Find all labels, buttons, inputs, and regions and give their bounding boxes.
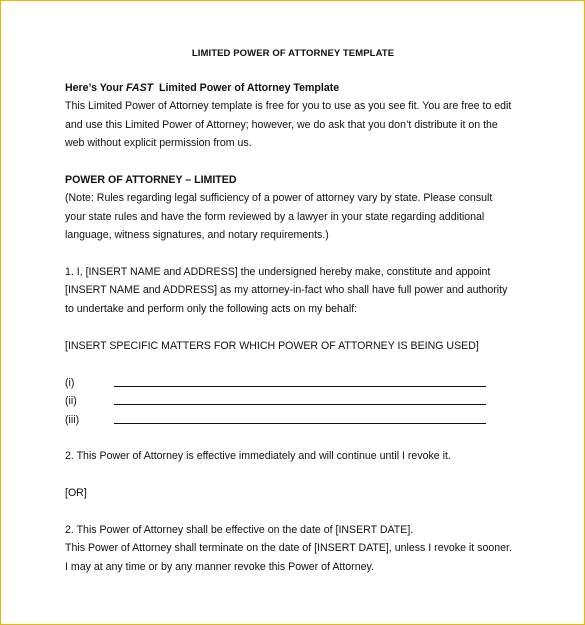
intro-heading <box>65 79 545 97</box>
clause-2b-line: This Power of Attorney shall terminate on the date of [INSERT DATE], unless I revoke it sooner. <box>65 542 512 555</box>
or-separator <box>65 484 545 502</box>
intro-heading-emphasis: FAST <box>126 82 154 94</box>
intro-line: This Limited Power of Attorney template is free for you to use as you see fit. You are free to edit <box>65 100 512 113</box>
clause-2a-text: 2. This Power of Attorney is effective immediately and will continue until I revoke it. <box>65 450 451 462</box>
blank-item-row <box>65 411 495 429</box>
clause-1-line: [INSERT NAME and ADDRESS] as my attorney-in-fact who shall have full power and authority <box>65 284 508 297</box>
clause-2b-line: I may at any time or by any manner revoke this Power of Attorney. <box>65 560 374 573</box>
clause-1 <box>65 263 545 318</box>
clause-1-line: to undertake and perform only the following acts on my behalf: <box>65 302 358 315</box>
intro-line: and use this Limited Power of Attorney; however, we do ask that you don’t distribute it on the <box>65 118 498 131</box>
blank-fill-line[interactable] <box>114 386 486 387</box>
blank-item-row <box>65 374 495 392</box>
clause-1-line: 1. I, [INSERT NAME and ADDRESS] the undersigned hereby make, constitute and appoint <box>65 266 491 278</box>
note-line: language, witness signatures, and notary requirements.) <box>65 228 329 241</box>
specific-matters-text: [INSERT SPECIFIC MATTERS FOR WHICH POWER OF ATTORNEY IS BEING USED] <box>65 340 479 352</box>
blank-fill-line[interactable] <box>114 404 486 405</box>
intro-section <box>65 79 545 152</box>
intro-line: web without explicit permission from us. <box>65 136 252 149</box>
blank-item-row <box>65 392 495 410</box>
note-line: your state rules and have the form reviewed by a lawyer in your state regarding additional <box>65 210 485 223</box>
clause-2b-line: 2. This Power of Attorney shall be effective on the date of [INSERT DATE]. <box>65 524 414 536</box>
blank-item-label: (ii) <box>65 395 77 407</box>
note-line: (Note: Rules regarding legal sufficiency of a power of attorney vary by state. Please consult <box>65 192 493 205</box>
blank-fill-line[interactable] <box>114 423 486 424</box>
clause-2a <box>65 447 545 465</box>
note-section <box>65 171 545 244</box>
specific-matters <box>65 337 545 355</box>
document-title: LIMITED POWER OF ATTORNEY TEMPLATE <box>191 48 395 59</box>
clause-2b <box>65 521 545 576</box>
blank-item-label: (i) <box>65 377 75 389</box>
section-heading: POWER OF ATTORNEY – LIMITED <box>65 174 237 186</box>
intro-heading-suffix: Limited Power of Attorney Template <box>153 82 340 94</box>
or-text: [OR] <box>65 487 87 499</box>
intro-heading-prefix: Here’s Your <box>65 82 127 94</box>
blank-item-label: (iii) <box>65 414 80 426</box>
